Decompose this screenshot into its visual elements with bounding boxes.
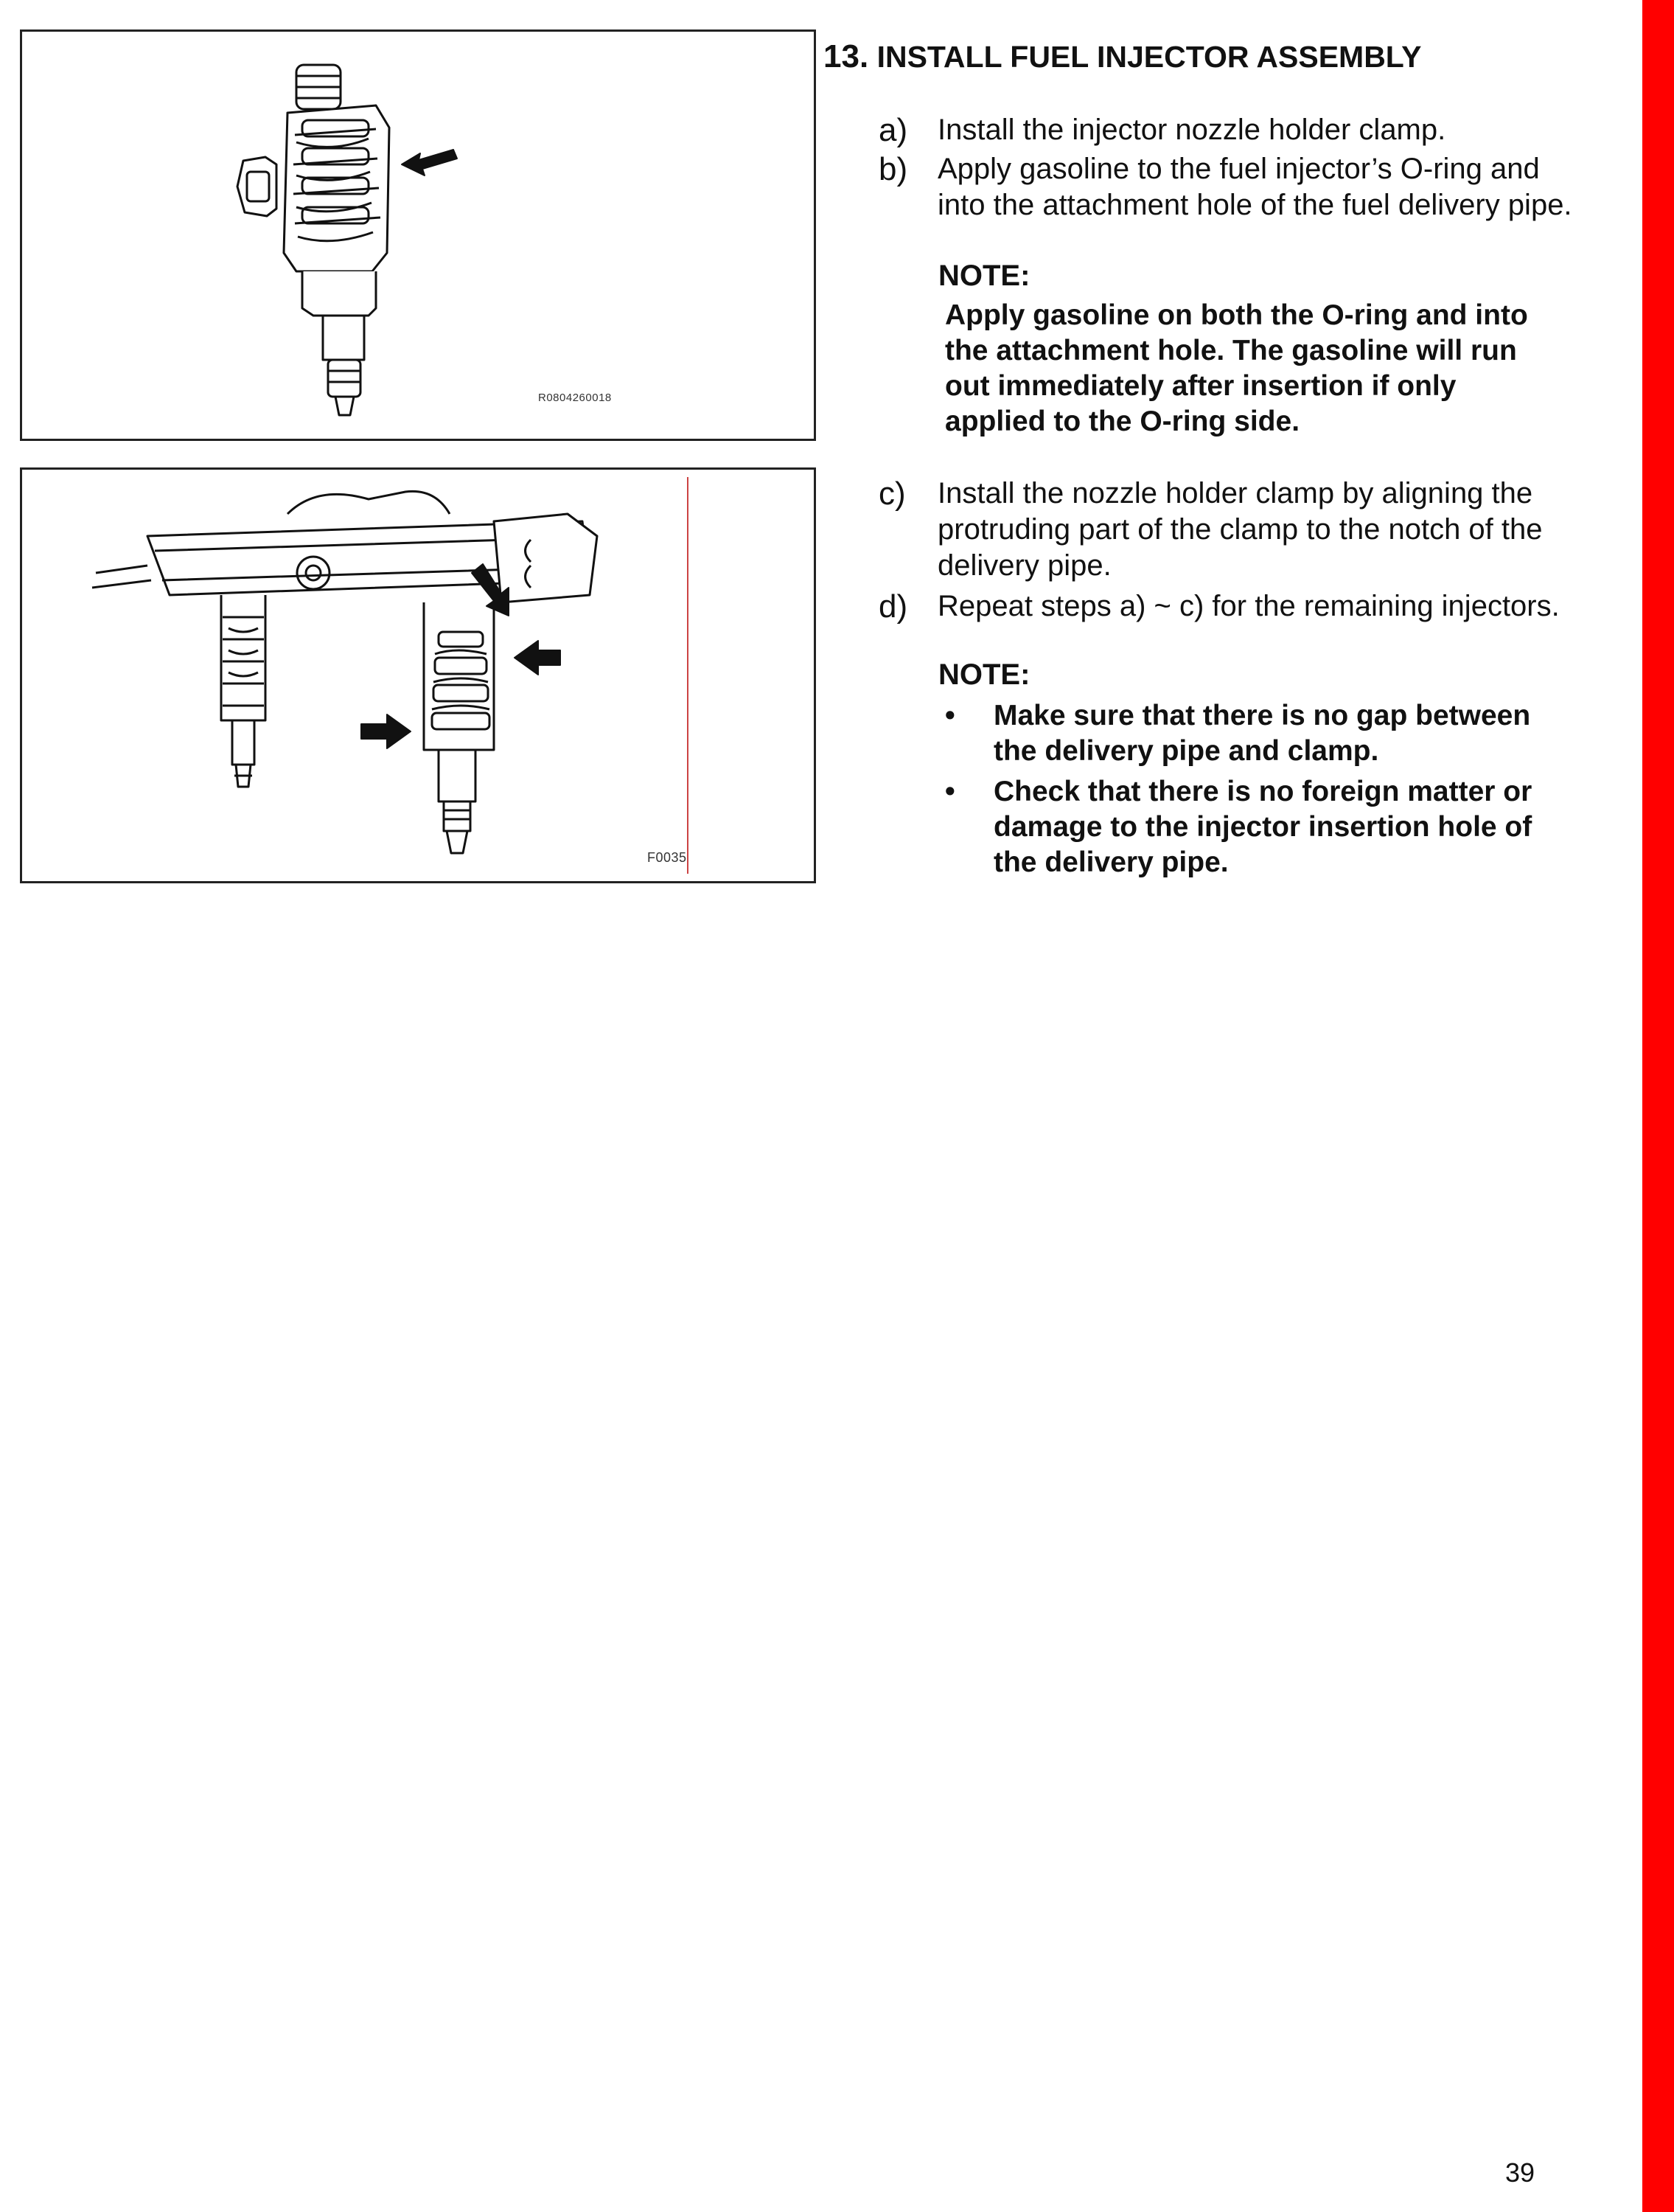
step-label: d) xyxy=(879,588,908,625)
bullet-dot: • xyxy=(945,700,955,731)
step-line: into the attachment hole of the fuel delivery pipe. xyxy=(938,189,1572,221)
step-line: Repeat steps a) ~ c) for the remaining injectors. xyxy=(938,590,1560,622)
fuel-injector-with-clamp-illustration xyxy=(22,32,814,439)
section-number: 13. xyxy=(823,38,869,74)
step-line: Apply gasoline to the fuel injector’s O-ring and xyxy=(938,153,1540,185)
step-text xyxy=(938,151,1572,223)
section-heading xyxy=(823,38,1421,75)
note-body xyxy=(945,298,1528,439)
section-title: INSTALL FUEL INJECTOR ASSEMBLY xyxy=(876,40,1422,74)
step-text xyxy=(938,588,1560,625)
step-label: b) xyxy=(879,151,908,187)
note-line: out immediately after insertion if only xyxy=(945,370,1457,402)
bullet-line: Make sure that there is no gap between xyxy=(994,700,1531,731)
step-line: Install the injector nozzle holder clamp. xyxy=(938,114,1446,146)
step-label: a) xyxy=(879,112,908,148)
note-title: NOTE: xyxy=(938,658,1030,691)
bullet-text xyxy=(994,698,1530,769)
injectors-on-delivery-pipe-illustration xyxy=(22,470,814,881)
bullet-dot: • xyxy=(945,776,955,807)
step-line: Install the nozzle holder clamp by aligning the xyxy=(938,477,1533,509)
bullet-line: Check that there is no foreign matter or xyxy=(994,776,1532,807)
step-text xyxy=(938,476,1543,584)
page-number: 39 xyxy=(1505,2157,1535,2188)
bullet-text xyxy=(994,774,1532,880)
red-side-bar xyxy=(1642,0,1674,2212)
note-title: NOTE: xyxy=(938,260,1030,292)
note-line: Apply gasoline on both the O-ring and into xyxy=(945,299,1528,331)
bullet-line: the delivery pipe and clamp. xyxy=(994,735,1379,767)
bullet-line: the delivery pipe. xyxy=(994,846,1229,878)
figure-injector-clamp xyxy=(20,29,816,441)
figure-delivery-pipe xyxy=(20,467,816,883)
step-line: delivery pipe. xyxy=(938,549,1112,582)
figure-code: F0035 xyxy=(647,850,687,865)
note-line: the attachment hole. The gasoline will run xyxy=(945,335,1517,366)
note-line: applied to the O-ring side. xyxy=(945,406,1300,437)
step-line: protruding part of the clamp to the notch of the xyxy=(938,513,1543,546)
bullet-line: damage to the injector insertion hole of xyxy=(994,811,1532,843)
step-label: c) xyxy=(879,476,906,512)
figure-code: R0804260018 xyxy=(538,392,612,404)
step-text xyxy=(938,112,1445,148)
